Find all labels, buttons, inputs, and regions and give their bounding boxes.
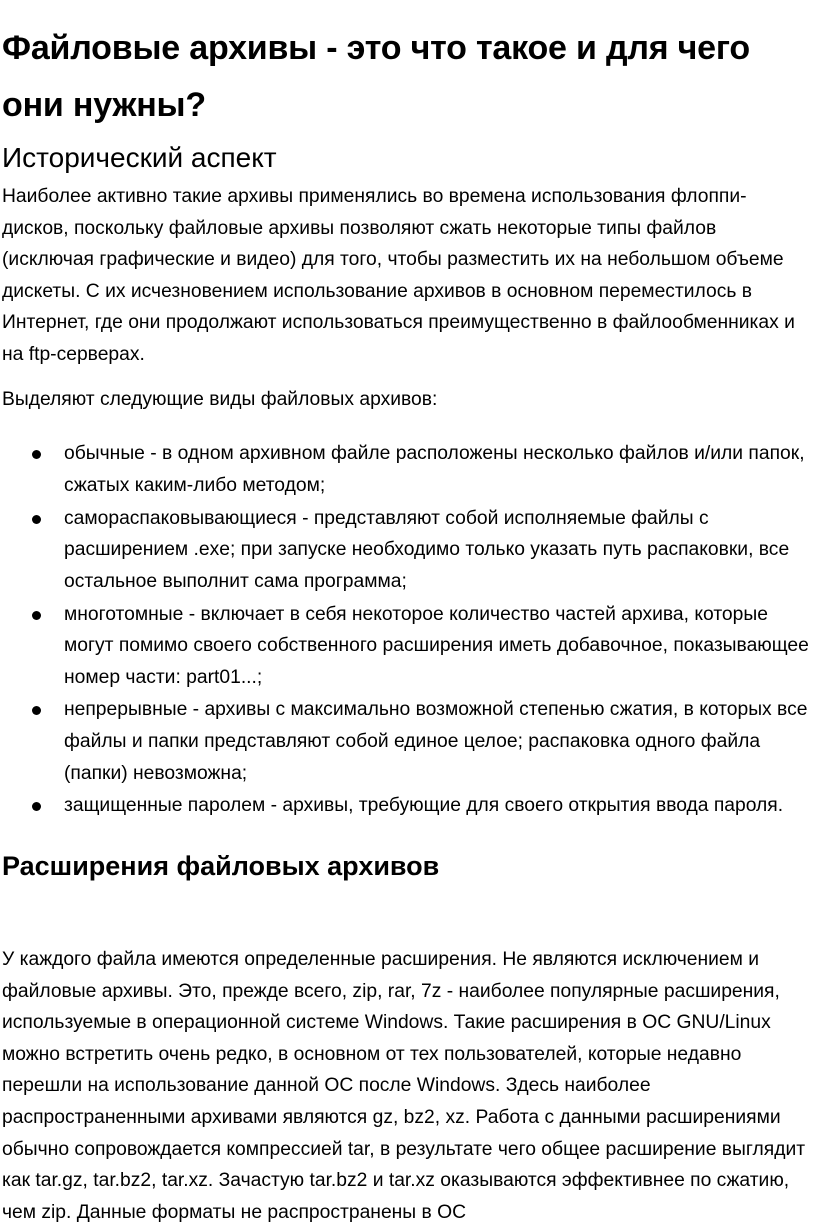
page-title: Файловые архивы - это что такое и для чего они нужны?	[2, 29, 750, 124]
section-subtitle-historical: Исторический аспект	[2, 142, 277, 173]
list-item	[2, 503, 812, 598]
bullet-icon	[32, 611, 41, 620]
bullet-icon	[32, 450, 41, 459]
list-item	[2, 790, 812, 822]
list-item-text: обычные - в одном архивном файле расположены несколько файлов и/или папок, сжатых каким-либо методом;	[64, 443, 805, 496]
extensions-paragraph: У каждого файла имеются определенные расширения. Не являются исключением и файловые архивы. Это, прежде всего, zip, rar, 7z - наиболее популярные расширения, используемые в операционной системе Windows. Такие расширения в ОС GNU/Linux можно встретить очень редко, в основном от тех пользователей, которые недавно перешли на использование данной ОС после Windows. Здесь наиболее распространенными архивами являются gz, bz2, xz. Работа с данными расширениями обычно сопровождается компрессией tar, в результате чего общее расширение выглядит как tar.gz, tar.bz2, tar.xz. Зачастую tar.bz2 и tar.xz оказываются эффективнее по сжатию, чем zip. Данные форматы не распространены в ОС	[2, 949, 806, 1223]
list-item-text: многотомные - включает в себя некоторое количество частей архива, которые могут помимо своего собственного расширения иметь добавочное, показывающее номер части: part01...;	[64, 603, 809, 688]
list-item	[2, 694, 812, 789]
list-item-text: защищенные паролем - архивы, требующие для своего открытия ввода пароля.	[64, 795, 784, 817]
section-heading-extensions: Расширения файловых архивов	[2, 851, 440, 882]
bullet-icon	[32, 706, 41, 715]
archive-kinds-list	[2, 438, 812, 822]
intro-paragraph: Наиболее активно такие архивы применялись во времена использования флоппи-дисков, поскольку файловые архивы позволяют сжать некоторые типы файлов (исключая графические и видео) для того, чтобы разместить их на небольшом объеме дискеты. С их исчезновением использование архивов в основном переместилось в Интернет, где они продолжают использоваться преимущественно в файлообменниках и на ftp-серверах.	[2, 186, 795, 365]
list-item	[2, 438, 812, 501]
kinds-intro-paragraph: Выделяют следующие виды файловых архивов:	[2, 388, 438, 410]
bullet-icon	[32, 802, 41, 811]
list-item-text: непрерывные - архивы с максимально возможной степенью сжатия, в которых все файлы и папки представляют собой единое целое; распаковка одного файла (папки) невозможна;	[64, 699, 808, 784]
bullet-icon	[32, 515, 41, 524]
list-item-text: самораспаковывающиеся - представляют собой исполняемые файлы с расширением .exe; при запуске необходимо только указать путь распаковки, все остальное выполнит сама программа;	[64, 507, 790, 592]
list-item	[2, 599, 812, 694]
